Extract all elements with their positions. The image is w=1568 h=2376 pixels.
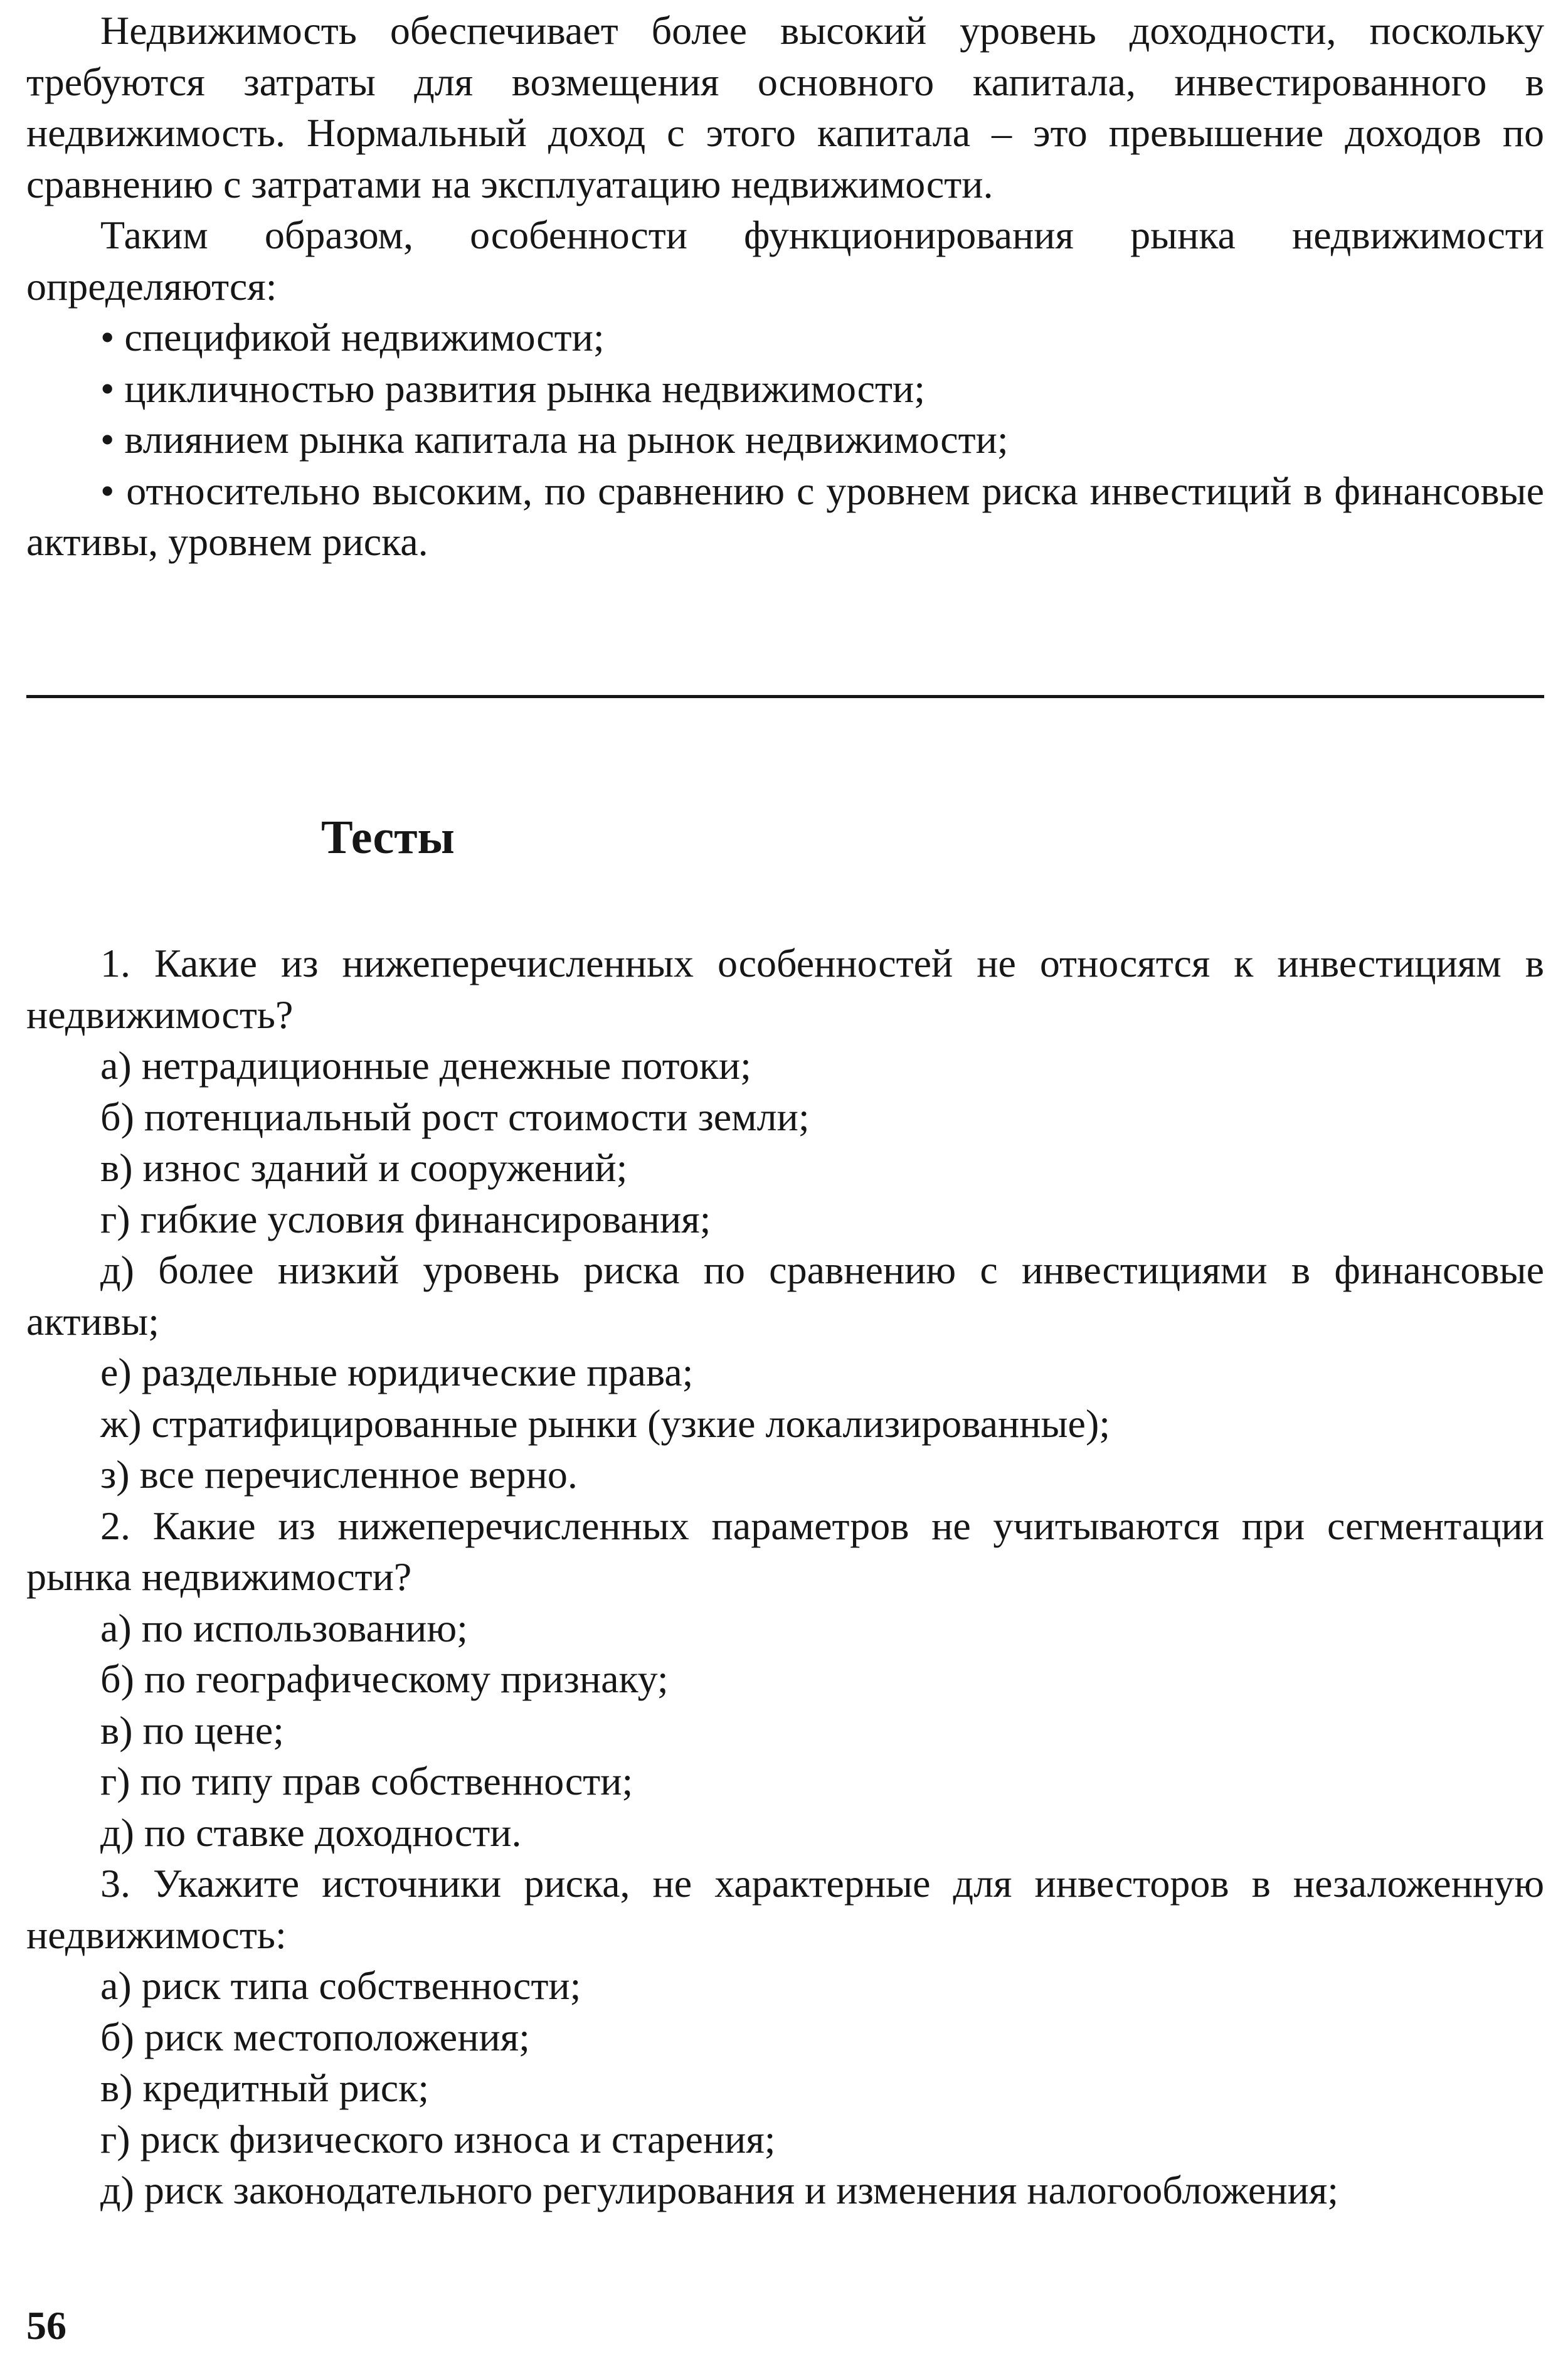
answer-option: а) по использованию; [100,1605,468,1650]
book-page [26,0,1544,2376]
answer-option: в) по цене; [100,1707,284,1753]
answer-option: г) риск физического износа и старения; [100,2116,776,2161]
answer-option: б) риск местоположения; [100,2014,530,2059]
section-title: Тесты [321,811,455,864]
intro-paragraph: Недвижимость обеспечивает более высокий уровень доходности, поскольку требуются затраты для возмещения основного капитала, инвестированного в недвижимость. Нормальный доход с этого капитала – это превышение доходов по сравнению с затратами на эксплуатацию недвижимости. [26,8,1544,206]
answer-option: е) раздельные юридические права; [100,1350,694,1394]
answer-option: а) риск типа собственности; [100,1963,581,2008]
page-number: 56 [26,2303,66,2348]
tests-section [26,938,1544,2216]
answer-option: б) потенциальный рост стоимости земли; [100,1094,810,1139]
answer-option: д) более низкий уровень риска по сравнению с инвестициями в финансовые активы; [26,1248,1544,1344]
answer-option: в) кредитный риск; [100,2066,429,2110]
horizontal-divider [26,695,1544,698]
intro-paragraph: Таким образом, особенности функционирования рынка недвижимости определяются: [26,213,1544,309]
answer-option: б) по географическому признаку; [100,1657,669,1701]
bullet-item: • влиянием рынка капитала на рынок недвижимости; [100,417,1009,462]
bullet-item: • спецификой недвижимости; [100,315,605,359]
bullet-item: • относительно высоким, по сравнению с уровнем риска инвестиций в финансовые активы, уровнем риска. [26,468,1544,564]
answer-option: г) по типу прав собственности; [100,1759,633,1803]
bullet-item: • цикличностью развития рынка недвижимости; [100,366,925,411]
answer-option: ж) стратифицированные рынки (узкие локализированные); [100,1401,1111,1446]
test-question: 2. Какие из нижеперечисленных параметров не учитываются при сегментации рынка недвижимости? [26,1503,1544,1599]
test-question: 3. Укажите источники риска, не характерные для инвесторов в незаложенную недвижимость: [26,1861,1544,1957]
answer-option: а) нетрадиционные денежные потоки; [100,1043,751,1088]
answer-option: д) по ставке доходности. [100,1810,522,1855]
answer-option: г) гибкие условия финансирования; [100,1196,711,1241]
answer-option: в) износ зданий и сооружений; [100,1145,628,1190]
answer-option: д) риск законодательного регулирования и изменения налогообложения; [100,2168,1339,2212]
intro-section [26,5,1544,568]
answer-option: з) все перечисленное верно. [100,1452,578,1497]
test-question: 1. Какие из нижеперечисленных особенностей не относятся к инвестициям в недвижимость? [26,941,1544,1037]
